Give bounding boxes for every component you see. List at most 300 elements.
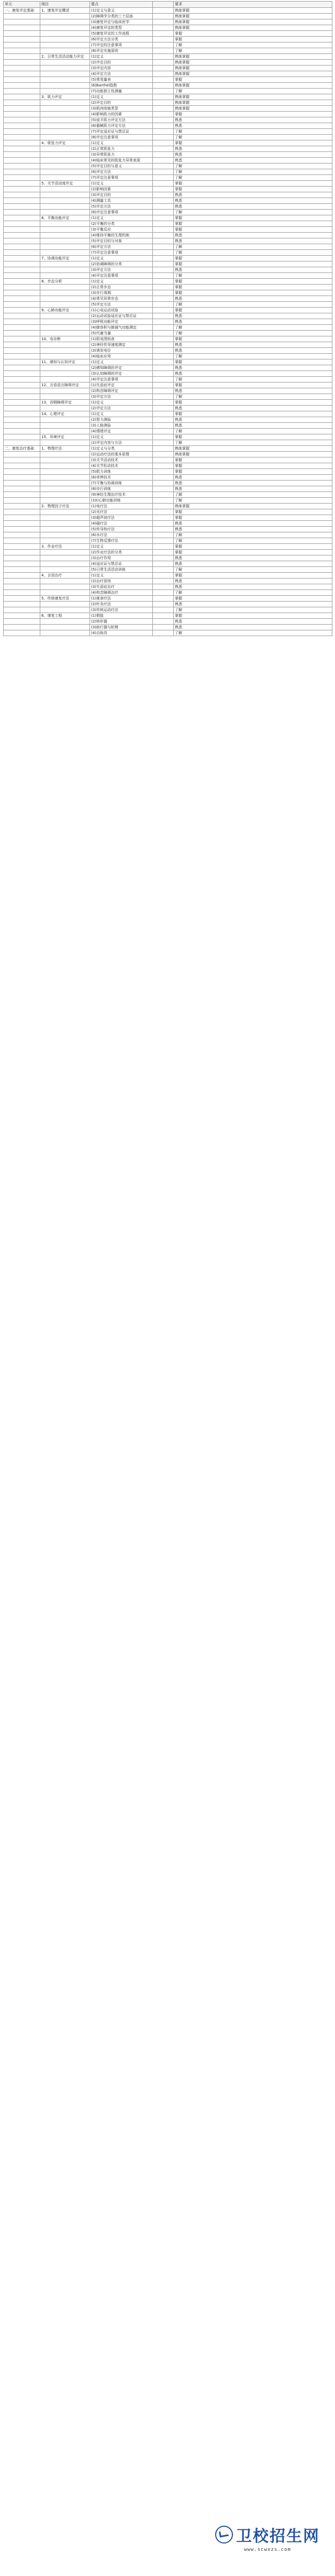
cell-blank xyxy=(153,221,174,227)
cell-blank xyxy=(153,406,174,411)
cell-item xyxy=(40,250,90,256)
cell-blank xyxy=(153,515,174,521)
cell-unit xyxy=(4,406,40,411)
cell-blank xyxy=(153,256,174,261)
table-row xyxy=(4,135,332,140)
cell-blank xyxy=(153,377,174,383)
cell-unit xyxy=(4,77,40,83)
cell-unit xyxy=(4,475,40,481)
cell-item xyxy=(40,25,90,31)
cell-item xyxy=(40,238,90,244)
cell-requirement: 了解 xyxy=(174,532,332,538)
cell-blank xyxy=(153,486,174,492)
table-row xyxy=(4,187,332,192)
cell-unit xyxy=(4,590,40,596)
cell-point: (2)评定目的 xyxy=(90,100,153,106)
cell-item xyxy=(40,169,90,175)
cell-item xyxy=(40,515,90,521)
cell-point: (2)治疗原则 xyxy=(90,578,153,584)
cell-blank xyxy=(153,181,174,187)
table-row xyxy=(4,406,332,411)
cell-item xyxy=(40,423,90,429)
cell-blank xyxy=(153,135,174,140)
cell-item xyxy=(40,602,90,607)
table-row xyxy=(4,388,332,394)
cell-requirement: 熟悉 xyxy=(174,475,332,481)
table-row xyxy=(4,457,332,463)
cell-point: (2)评定目的 xyxy=(90,60,153,66)
table-row xyxy=(4,354,332,359)
cell-requirement: 熟悉 xyxy=(174,388,332,394)
cell-blank xyxy=(153,267,174,273)
cell-blank xyxy=(153,175,174,181)
cell-point: (1)定义 xyxy=(90,359,153,365)
cell-point: (2)障碍学分类的三个层面 xyxy=(90,14,153,19)
cell-blank xyxy=(153,325,174,331)
cell-point: (1)定义 xyxy=(90,411,153,417)
cell-requirement: 熟悉 xyxy=(174,365,332,371)
cell-point: (2)光疗法 xyxy=(90,509,153,515)
cell-item xyxy=(40,630,90,636)
cell-unit xyxy=(4,596,40,602)
cell-point: (1)定义 xyxy=(90,256,153,261)
cell-blank xyxy=(153,359,174,365)
cell-point: (7)评定注意事项 xyxy=(90,175,153,181)
table-row xyxy=(4,233,332,238)
cell-item xyxy=(40,135,90,140)
watermark-logo-icon xyxy=(215,2526,233,2544)
cell-item xyxy=(40,233,90,238)
cell-requirement: 熟悉 xyxy=(174,267,332,273)
cell-blank xyxy=(153,146,174,152)
table-row xyxy=(4,158,332,163)
cell-requirement: 熟悉 xyxy=(174,192,332,198)
cell-requirement: 掌握 xyxy=(174,77,332,83)
cell-point: (7)功能独立性测量 xyxy=(90,89,153,94)
cell-requirement: 熟练掌握 xyxy=(174,106,332,112)
cell-item: 1、康复评定概述 xyxy=(40,8,90,14)
cell-point: (3)诱发电位 xyxy=(90,348,153,354)
cell-item: 9、心肺功能评定 xyxy=(40,308,90,313)
cell-blank xyxy=(153,509,174,515)
table-row xyxy=(4,169,332,175)
cell-point: (3)评定方法 xyxy=(90,394,153,400)
cell-item xyxy=(40,348,90,354)
cell-unit xyxy=(4,158,40,163)
cell-point: (4)维持平衡的生理机制 xyxy=(90,233,153,238)
cell-requirement: 掌握 xyxy=(174,550,332,555)
table-row xyxy=(4,146,332,152)
cell-blank xyxy=(153,423,174,429)
cell-unit xyxy=(4,532,40,538)
cell-item: 4、言语治疗 xyxy=(40,573,90,578)
cell-item xyxy=(40,538,90,544)
cell-unit xyxy=(4,359,40,365)
table-row xyxy=(4,440,332,446)
cell-item: 10、电诊断 xyxy=(40,336,90,342)
cell-point: (2)神经传导速度测定 xyxy=(90,342,153,348)
cell-blank xyxy=(153,521,174,527)
cell-item xyxy=(40,452,90,457)
cell-item xyxy=(40,457,90,463)
cell-point: (1)失语症评定 xyxy=(90,383,153,388)
cell-blank xyxy=(153,313,174,319)
cell-point: (1)定义 xyxy=(90,544,153,550)
cell-unit xyxy=(4,215,40,221)
table-row xyxy=(4,365,332,371)
cell-blank xyxy=(153,319,174,325)
cell-requirement: 掌握 xyxy=(174,285,332,290)
cell-requirement: 熟练掌握 xyxy=(174,14,332,19)
cell-unit xyxy=(4,123,40,129)
table-row xyxy=(4,555,332,561)
cell-unit xyxy=(4,400,40,406)
cell-blank xyxy=(153,123,174,129)
cell-item xyxy=(40,267,90,273)
cell-blank xyxy=(153,573,174,578)
cell-requirement: 掌握 xyxy=(174,336,332,342)
table-row xyxy=(4,590,332,596)
cell-point: (4)临床常见的肌张力异常表现 xyxy=(90,158,153,163)
cell-blank xyxy=(153,215,174,221)
cell-blank xyxy=(153,106,174,112)
cell-requirement: 掌握 xyxy=(174,383,332,388)
cell-point: (5)评定目的与对象 xyxy=(90,238,153,244)
cell-unit xyxy=(4,285,40,290)
table-row xyxy=(4,602,332,607)
cell-requirement: 熟悉 xyxy=(174,313,332,319)
table-row xyxy=(4,411,332,417)
cell-point: (1)定义 xyxy=(90,434,153,440)
cell-requirement: 掌握 xyxy=(174,112,332,117)
cell-point: (6)牵伸技术 xyxy=(90,475,153,481)
cell-unit xyxy=(4,319,40,325)
cell-requirement: 熟悉 xyxy=(174,555,332,561)
table-row xyxy=(4,319,332,325)
cell-blank xyxy=(153,596,174,602)
cell-blank xyxy=(153,89,174,94)
cell-blank xyxy=(153,25,174,31)
cell-blank xyxy=(153,417,174,423)
cell-requirement: 熟练掌握 xyxy=(174,100,332,106)
table-row xyxy=(4,302,332,308)
cell-item xyxy=(40,498,90,504)
cell-item xyxy=(40,261,90,267)
cell-blank xyxy=(153,550,174,555)
table-row xyxy=(4,250,332,256)
table-row xyxy=(4,163,332,169)
cell-unit xyxy=(4,457,40,463)
cell-unit xyxy=(4,233,40,238)
cell-unit xyxy=(4,256,40,261)
cell-point: (3)平衡反应 xyxy=(90,227,153,233)
table-row xyxy=(4,227,332,233)
cell-item xyxy=(40,377,90,383)
cell-unit xyxy=(4,19,40,25)
cell-item xyxy=(40,175,90,181)
table-row xyxy=(4,325,332,331)
cell-point: (1)定义 xyxy=(90,215,153,221)
cell-item xyxy=(40,152,90,158)
cell-requirement: 了解 xyxy=(174,89,332,94)
cell-item xyxy=(40,417,90,423)
cell-item: 3、作业疗法 xyxy=(40,544,90,550)
cell-requirement: 熟悉 xyxy=(174,158,332,163)
table-row xyxy=(4,561,332,567)
cell-blank xyxy=(153,210,174,215)
cell-item xyxy=(40,290,90,296)
cell-unit xyxy=(4,336,40,342)
cell-point: (3)呼吸功能评定 xyxy=(90,319,153,325)
table-row xyxy=(4,584,332,590)
cell-unit xyxy=(4,37,40,42)
cell-unit xyxy=(4,313,40,319)
cell-blank xyxy=(153,440,174,446)
cell-point: (3)认知障碍的评定 xyxy=(90,371,153,377)
cell-unit xyxy=(4,14,40,19)
cell-item xyxy=(40,550,90,555)
cell-point: (2)矫形器 xyxy=(90,619,153,625)
cell-item: 1、物理疗法 xyxy=(40,446,90,452)
cell-requirement: 熟悉 xyxy=(174,481,332,486)
cell-requirement: 熟悉 xyxy=(174,296,332,302)
cell-unit xyxy=(4,538,40,544)
cell-item: 5、关节活动度评定 xyxy=(40,181,90,187)
cell-blank xyxy=(153,434,174,440)
table-row xyxy=(4,371,332,377)
table-row xyxy=(4,19,332,25)
table-row xyxy=(4,106,332,112)
table-row xyxy=(4,77,332,83)
cell-item xyxy=(40,440,90,446)
cell-unit xyxy=(4,354,40,359)
cell-unit xyxy=(4,71,40,77)
cell-item xyxy=(40,486,90,492)
cell-blank xyxy=(153,60,174,66)
cell-item: 6、平衡功能评定 xyxy=(40,215,90,221)
cell-requirement: 了解 xyxy=(174,244,332,250)
cell-item xyxy=(40,619,90,625)
cell-blank xyxy=(153,336,174,342)
cell-requirement: 熟练掌握 xyxy=(174,8,332,14)
cell-point: (3)助行器与轮椅 xyxy=(90,625,153,630)
cell-item: 4、肌张力评定 xyxy=(40,140,90,146)
cell-blank xyxy=(153,492,174,498)
cell-unit xyxy=(4,521,40,527)
cell-point: (8)评定注意事项 xyxy=(90,135,153,140)
cell-item xyxy=(40,371,90,377)
cell-item xyxy=(40,469,90,475)
cell-requirement: 掌握 xyxy=(174,308,332,313)
cell-requirement: 熟悉 xyxy=(174,423,332,429)
cell-point: (6)评定方法分类 xyxy=(90,37,153,42)
cell-requirement: 了解 xyxy=(174,273,332,279)
cell-item xyxy=(40,192,90,198)
cell-unit xyxy=(4,169,40,175)
cell-point: (1)定义 xyxy=(90,573,153,578)
table-row xyxy=(4,238,332,244)
cell-item xyxy=(40,146,90,152)
cell-point: (3)人格测验 xyxy=(90,423,153,429)
cell-item xyxy=(40,481,90,486)
table-row xyxy=(4,66,332,71)
cell-blank xyxy=(153,66,174,71)
cell-item xyxy=(40,60,90,66)
cell-requirement: 了解 xyxy=(174,607,332,613)
cell-point: (4)评定注意事项 xyxy=(90,377,153,383)
cell-requirement: 了解 xyxy=(174,129,332,135)
cell-item xyxy=(40,296,90,302)
cell-unit xyxy=(4,561,40,567)
cell-unit xyxy=(4,429,40,434)
cell-requirement: 了解 xyxy=(174,429,332,434)
cell-unit xyxy=(4,238,40,244)
cell-requirement: 了解 xyxy=(174,210,332,215)
table-row xyxy=(4,469,332,475)
cell-requirement: 熟悉 xyxy=(174,417,332,423)
cell-point: (3)评定方法 xyxy=(90,267,153,273)
table-row xyxy=(4,486,332,492)
cell-item xyxy=(40,77,90,83)
cell-requirement: 熟悉 xyxy=(174,406,332,411)
table-row xyxy=(4,279,332,285)
table-row xyxy=(4,60,332,66)
cell-unit xyxy=(4,48,40,54)
table-row xyxy=(4,140,332,146)
table-row xyxy=(4,377,332,383)
cell-item xyxy=(40,406,90,411)
cell-requirement: 熟悉 xyxy=(174,619,332,625)
cell-unit: 二、康复治疗基础 xyxy=(4,446,40,452)
cell-requirement: 掌握 xyxy=(174,515,332,521)
cell-requirement: 掌握 xyxy=(174,596,332,602)
cell-requirement: 掌握 xyxy=(174,215,332,221)
cell-requirement: 掌握 xyxy=(174,261,332,267)
cell-requirement: 熟练掌握 xyxy=(174,54,332,60)
cell-blank xyxy=(153,83,174,89)
cell-point: (2)协调障碍的分类 xyxy=(90,261,153,267)
cell-item xyxy=(40,227,90,233)
cell-point: (6)评定注意事项 xyxy=(90,210,153,215)
cell-blank xyxy=(153,394,174,400)
cell-unit xyxy=(4,273,40,279)
cell-blank xyxy=(153,227,174,233)
cell-point: (1)心电运动试验 xyxy=(90,308,153,313)
cell-item xyxy=(40,117,90,123)
cell-blank xyxy=(153,607,174,613)
cell-requirement: 熟练掌握 xyxy=(174,19,332,25)
cell-requirement: 熟悉 xyxy=(174,152,332,158)
cell-unit xyxy=(4,607,40,613)
table-row xyxy=(4,544,332,550)
cell-requirement: 掌握 xyxy=(174,613,332,619)
cell-blank xyxy=(153,354,174,359)
cell-requirement: 熟悉 xyxy=(174,233,332,238)
cell-blank xyxy=(153,77,174,83)
cell-item xyxy=(40,521,90,527)
table-row xyxy=(4,509,332,515)
cell-point: (10)心肺功能训练 xyxy=(90,498,153,504)
cell-item xyxy=(40,158,90,163)
cell-requirement: 了解 xyxy=(174,354,332,359)
cell-item xyxy=(40,31,90,37)
cell-blank xyxy=(153,383,174,388)
table-row xyxy=(4,14,332,19)
cell-unit xyxy=(4,250,40,256)
cell-unit xyxy=(4,25,40,31)
cell-blank xyxy=(153,192,174,198)
cell-item: 7、协调功能评定 xyxy=(40,256,90,261)
cell-item xyxy=(40,555,90,561)
cell-blank xyxy=(153,388,174,394)
table-row xyxy=(4,210,332,215)
cell-point: (1)定义 xyxy=(90,94,153,100)
cell-unit xyxy=(4,578,40,584)
cell-point: (5)日常生活活动训练 xyxy=(90,567,153,573)
cell-item: 15、环境评定 xyxy=(40,434,90,440)
cell-point: (1)定义 xyxy=(90,181,153,187)
cell-requirement: 熟悉 xyxy=(174,198,332,204)
cell-item xyxy=(40,607,90,613)
cell-unit xyxy=(4,492,40,498)
cell-point: (2)感知障碍的评定 xyxy=(90,365,153,371)
cell-blank xyxy=(153,481,174,486)
cell-requirement: 掌握 xyxy=(174,400,332,406)
table-row xyxy=(4,296,332,302)
cell-blank xyxy=(153,290,174,296)
watermark xyxy=(213,2523,322,2552)
cell-blank xyxy=(153,544,174,550)
cell-item: 12、言语语言障碍评定 xyxy=(40,383,90,388)
cell-unit xyxy=(4,383,40,388)
cell-point: (2)作业疗法的分类 xyxy=(90,550,153,555)
table-row xyxy=(4,619,332,625)
cell-blank xyxy=(153,619,174,625)
cell-item xyxy=(40,83,90,89)
cell-requirement: 了解 xyxy=(174,567,332,573)
cell-blank xyxy=(153,94,174,100)
table-row xyxy=(4,83,332,89)
cell-point: (4)肺容积与肺通气功能测定 xyxy=(90,325,153,331)
cell-unit xyxy=(4,348,40,354)
cell-requirement: 熟练掌握 xyxy=(174,71,332,77)
table-row xyxy=(4,25,332,31)
cell-point: (3)超声波疗法 xyxy=(90,515,153,521)
table-row xyxy=(4,308,332,313)
cell-unit xyxy=(4,279,40,285)
cell-unit xyxy=(4,267,40,273)
cell-blank xyxy=(153,279,174,285)
table-row xyxy=(4,198,332,204)
cell-unit xyxy=(4,181,40,187)
cell-blank xyxy=(153,273,174,279)
cell-item xyxy=(40,273,90,279)
cell-unit xyxy=(4,135,40,140)
cell-point: (3)步行周期 xyxy=(90,290,153,296)
cell-item xyxy=(40,429,90,434)
cell-unit xyxy=(4,550,40,555)
cell-unit xyxy=(4,261,40,267)
table-row xyxy=(4,625,332,630)
cell-point: (2)针灸疗法 xyxy=(90,602,153,607)
table-row xyxy=(4,504,332,509)
cell-item xyxy=(40,100,90,106)
table-row xyxy=(4,429,332,434)
cell-unit xyxy=(4,486,40,492)
cell-item xyxy=(40,106,90,112)
cell-point: (5)代谢当量 xyxy=(90,331,153,336)
cell-blank xyxy=(153,498,174,504)
